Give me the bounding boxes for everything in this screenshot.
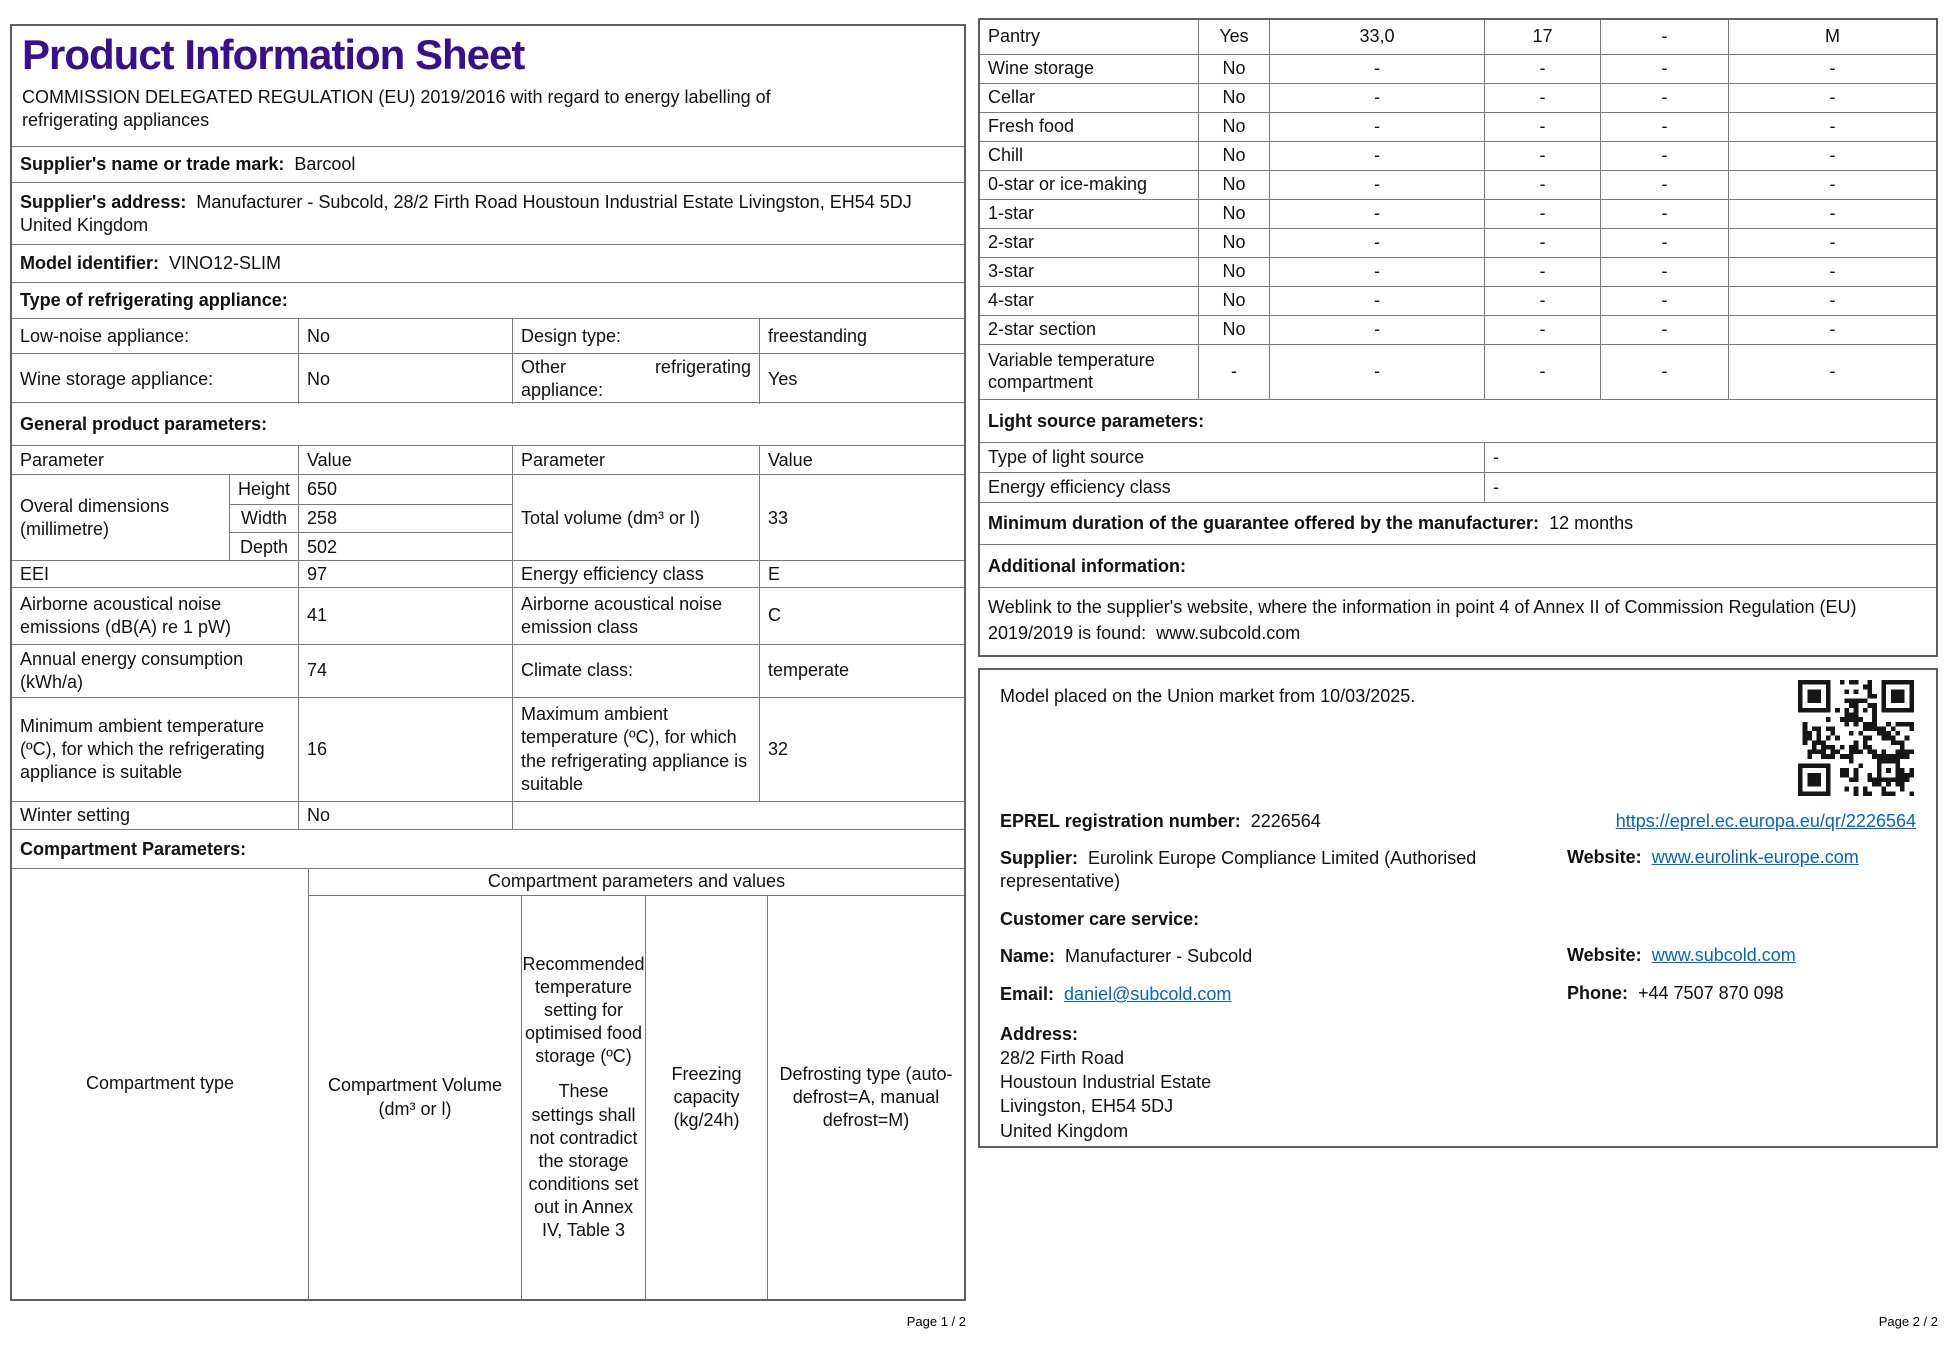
parameter-value-left: 41 [298,588,512,644]
supplier-name-value: Barcool [294,154,356,174]
light-source-header-row [980,399,1936,442]
compartment-name: Cellar [988,87,1036,108]
compartment-present: Yes [1198,20,1269,54]
compartment-group-header: Compartment parameters and values [308,869,964,896]
parameter-header-2: Parameter [512,446,759,474]
winter-setting-value: No [298,802,512,829]
recommended-temperature-note: These settings shall not contradict the storage conditions set out in Annex IV, Table 3 [528,1081,639,1240]
compartment-defrosting-type: - [1728,200,1936,228]
compartment-row [980,54,1936,83]
dimension-height-value: 650 [298,475,512,504]
compartment-parameters-header-row [12,829,964,868]
address-label: Address: [1000,1023,1079,1044]
care-name-value: Manufacturer - Subcold [1065,945,1253,966]
compartment-temperature: - [1484,84,1600,112]
low-noise-design-row [12,318,964,353]
parameter-value-right: E [759,561,964,588]
compartment-defrosting-type: - [1728,142,1936,170]
eprel-label: EPREL registration number: [1000,811,1241,831]
supplier-name-label: Supplier's name or trade mark: [20,154,285,174]
compartment-name: 1-star [988,203,1035,224]
supplier-value: Eurolink Europe Compliance Limited (Authorised representative) [1000,848,1477,892]
supplier-address-label: Supplier's address: [20,192,187,212]
type-of-appliance-header: Type of refrigerating appliance: [20,290,288,310]
phone-label: Phone: [1567,983,1628,1004]
compartment-present: No [1198,316,1269,344]
light-source-class-row [980,472,1936,502]
customer-care-header: Customer care service: [1000,908,1200,929]
parameter-label-left: Annual energy consumption (kWh/a) [20,648,244,692]
compartment-name: 2-star section [988,319,1097,340]
compartment-defrosting-type: - [1728,55,1936,83]
address-line-1: 28/2 Firth Road [1000,1047,1125,1068]
design-type-value: freestanding [759,319,964,353]
compartment-temperature: - [1484,316,1600,344]
compartment-temperature: - [1484,258,1600,286]
compartment-row [980,344,1936,399]
other-appliance-value: Yes [759,354,964,404]
model-identifier-label: Model identifier: [20,253,159,273]
compartment-row [980,170,1936,199]
address-block [1000,1022,1916,1143]
email-phone-row [1000,983,1916,1006]
recommended-temperature-header [521,896,645,1299]
parameter-row [12,697,964,801]
compartment-volume: - [1269,84,1484,112]
type-of-appliance-header-row [12,282,964,318]
model-identifier-value: VINO12-SLIM [169,253,282,273]
compartment-type-header: Compartment type [85,1073,235,1094]
email-label: Email: [1000,984,1055,1005]
model-identifier-row [12,244,964,282]
compartment-row [980,20,1936,54]
compartment-row [980,286,1936,315]
additional-information-header-row [980,544,1936,587]
compartment-temperature: - [1484,287,1600,315]
compartment-defrosting-type: - [1728,113,1936,141]
general-parameters-header: General product parameters: [20,413,268,434]
compartment-volume: - [1269,316,1484,344]
compartment-present: No [1198,84,1269,112]
compartment-temperature: - [1484,142,1600,170]
low-noise-label: Low-noise appliance: [20,325,190,346]
website-link-1[interactable]: www.eurolink-europe.com [1651,847,1859,867]
compartment-present: No [1198,113,1269,141]
supplier-row [1000,847,1916,894]
wine-storage-value: No [298,354,512,404]
parameter-header-1: Parameter [20,449,105,470]
eprel-value: 2226564 [1250,811,1321,831]
compartment-row [980,315,1936,344]
additional-information-header: Additional information: [988,555,1186,576]
parameter-label-right: Maximum ambient temperature (ºC), for which the refrigerating appliance is suitable [512,698,759,801]
compartment-parameters-header: Compartment Parameters: [20,838,247,859]
supplier-name-row [12,146,964,182]
parameter-row [12,587,964,644]
compartment-volume: - [1269,258,1484,286]
compartment-volume: 33,0 [1269,20,1484,54]
compartment-row [980,141,1936,170]
freezing-capacity-header: Freezing capacity (kg/24h) [645,896,767,1299]
compartment-name: 4-star [988,290,1035,311]
compartment-freezing-capacity: - [1600,84,1728,112]
parameter-label-left: Airborne acoustical noise emissions (dB(A) re 1 pW) [20,593,232,637]
compartment-volume: - [1269,345,1484,399]
compartment-name: Variable temperature compartment [988,350,1155,392]
care-name-label: Name: [1000,945,1056,966]
design-type-label: Design type: [512,319,759,353]
light-source-header: Light source parameters: [988,410,1205,431]
parameter-value-left: 97 [298,561,512,588]
page-1-footer: Page 1 / 2 [906,1314,966,1329]
eprel-row [1000,811,1916,832]
compartment-temperature: - [1484,113,1600,141]
compartment-freezing-capacity: - [1600,200,1728,228]
address-line-2: Houstoun Industrial Estate [1000,1072,1212,1093]
phone-value: +44 7507 870 098 [1638,983,1784,1004]
compartment-defrosting-type: - [1728,84,1936,112]
page-header [12,26,964,146]
compartment-volume: - [1269,229,1484,257]
supplier-address-value: Manufacturer - Subcold, 28/2 Firth Road Houstoun Industrial Estate Livingston, EH54 5DJ United Kingdom [20,192,912,235]
compartment-temperature: - [1484,229,1600,257]
dimension-height-label: Height [229,475,298,504]
compartment-freezing-capacity: - [1600,287,1728,315]
compartment-temperature: - [1484,200,1600,228]
parameter-row [12,644,964,697]
dimension-width-value: 258 [298,504,512,532]
guarantee-label: Minimum duration of the guarantee offered by the manufacturer: [988,513,1540,533]
compartment-row [980,112,1936,141]
total-volume-label: Total volume (dm³ or l) [512,475,759,561]
guarantee-value: 12 months [1549,513,1634,533]
compartment-defrosting-type: - [1728,316,1936,344]
website-link-2[interactable]: www.subcold.com [1651,944,1796,965]
compartment-present: No [1198,229,1269,257]
general-parameters-header-row [12,402,964,445]
market-date-text: Model placed on the Union market from 10/03/2025. [1000,686,1416,706]
total-volume-value: 33 [759,475,964,561]
compartment-present: No [1198,55,1269,83]
compartment-temperature: - [1484,171,1600,199]
product-information-sheet-page-2-table [978,18,1938,657]
compartment-freezing-capacity: - [1600,229,1728,257]
address-line-4: United Kingdom [1000,1120,1129,1141]
qr-code [1798,680,1914,796]
compartment-freezing-capacity: - [1600,55,1728,83]
parameter-label-left: Minimum ambient temperature (ºC), for which the refrigerating appliance is suitable [20,715,265,783]
low-noise-value: No [298,319,512,353]
wine-storage-other-row [12,353,964,402]
wine-storage-label: Wine storage appliance: [20,368,214,389]
compartment-present: - [1198,345,1269,399]
name-website-row [1000,945,1916,968]
parameter-value-right: 32 [759,698,964,801]
compartment-defrosting-type: - [1728,229,1936,257]
compartment-temperature: 17 [1484,20,1600,54]
email-link[interactable]: daniel@subcold.com [1064,984,1232,1005]
compartment-volume: - [1269,171,1484,199]
product-information-sheet-page-1 [10,24,966,1301]
parameter-value-left: 16 [298,698,512,801]
compartment-volume: - [1269,55,1484,83]
page-2-footer: Page 2 / 2 [1878,1314,1938,1329]
light-source-class-value: - [1484,473,1936,502]
compartment-defrosting-type: - [1728,287,1936,315]
dimension-depth-value: 502 [298,532,512,561]
compartment-freezing-capacity: - [1600,345,1728,399]
compartment-defrosting-type: - [1728,258,1936,286]
regulation-subtitle: COMMISSION DELEGATED REGULATION (EU) 2019/2016 with regard to energy labelling of refrigerating appliances [22,87,771,130]
weblink-text: Weblink to the supplier's website, where the information in point 4 of Annex II of Commission Regulation (EU) 2019/2019 is found: [988,597,1857,644]
compartment-present: No [1198,200,1269,228]
compartment-row [980,257,1936,286]
parameter-label-right: Climate class: [512,645,759,697]
compartment-name: 2-star [988,232,1035,253]
compartment-freezing-capacity: - [1600,171,1728,199]
defrosting-type-header: Defrosting type (auto-defrost=A, manual defrost=M) [767,896,964,1299]
compartment-row [980,199,1936,228]
dimensions-label: Overal dimensions (millimetre) [20,495,170,539]
light-source-class-label: Energy efficiency class [988,477,1171,497]
parameter-label-right: Airborne acoustical noise emission class [512,588,759,644]
compartment-freezing-capacity: - [1600,113,1728,141]
parameter-label-left: EEI [20,564,50,584]
compartment-row [980,83,1936,112]
winter-setting-label: Winter setting [20,805,131,825]
compartment-table-header [12,868,964,1299]
parameter-value-left: 74 [298,645,512,697]
compartment-volume: - [1269,287,1484,315]
compartment-present: No [1198,171,1269,199]
compartment-defrosting-type: - [1728,171,1936,199]
parameter-label-right: Energy efficiency class [512,561,759,588]
winter-setting-row [12,801,964,829]
general-parameters-rows [12,560,964,801]
recommended-temperature-text: Recommended temperature setting for optimised food storage (ºC) [522,954,645,1067]
address-line-3: Livingston, EH54 5DJ [1000,1096,1174,1117]
compartment-freezing-capacity: - [1600,142,1728,170]
compartment-name: Wine storage [988,58,1095,79]
compartment-freezing-capacity: - [1600,258,1728,286]
compartment-name: 0-star or ice-making [988,174,1148,195]
compartment-present: No [1198,287,1269,315]
website-label-1: Website: [1567,847,1642,867]
compartment-row [980,228,1936,257]
light-source-type-row [980,442,1936,472]
dimension-width-label: Width [229,504,298,532]
parameter-row [12,560,964,587]
compartment-freezing-capacity: - [1600,316,1728,344]
compartment-name: Chill [988,145,1024,166]
compartment-volume: - [1269,142,1484,170]
compartment-name: 3-star [988,261,1035,282]
website-label-2: Website: [1567,944,1642,965]
compartment-present: No [1198,142,1269,170]
supplier-label: Supplier: [1000,848,1079,868]
compartment-present: No [1198,258,1269,286]
compartment-defrosting-type: M [1728,20,1936,54]
parameter-value-right: temperate [759,645,964,697]
parameter-value-right: C [759,588,964,644]
compartment-defrosting-type: - [1728,345,1936,399]
dimension-depth-label: Depth [229,532,298,561]
compartment-volume-header: Compartment Volume (dm³ or l) [308,896,521,1299]
page-title: Product Information Sheet [22,31,525,78]
compartment-freezing-capacity: - [1600,20,1728,54]
other-appliance-label: Other refrigerating appliance: [512,354,759,404]
value-header-1: Value [298,446,512,474]
guarantee-row [980,502,1936,544]
parameter-value-header-row [12,445,964,474]
compartment-name: Pantry [988,26,1041,47]
overall-dimensions-block [12,474,964,560]
light-source-type-value: - [1484,443,1936,472]
value-header-2: Value [759,446,964,474]
supplier-address-row [12,182,964,244]
weblink-row [980,587,1936,655]
light-source-type-label: Type of light source [988,447,1145,467]
compartment-name: Fresh food [988,116,1075,137]
compartment-temperature: - [1484,345,1600,399]
compartment-volume: - [1269,113,1484,141]
weblink-value: www.subcold.com [1156,623,1301,644]
supplier-contact-box [978,668,1938,1148]
eprel-link[interactable]: https://eprel.ec.europa.eu/qr/2226564 [1615,811,1916,831]
compartment-volume: - [1269,200,1484,228]
winter-setting-empty [512,802,964,829]
compartment-temperature: - [1484,55,1600,83]
